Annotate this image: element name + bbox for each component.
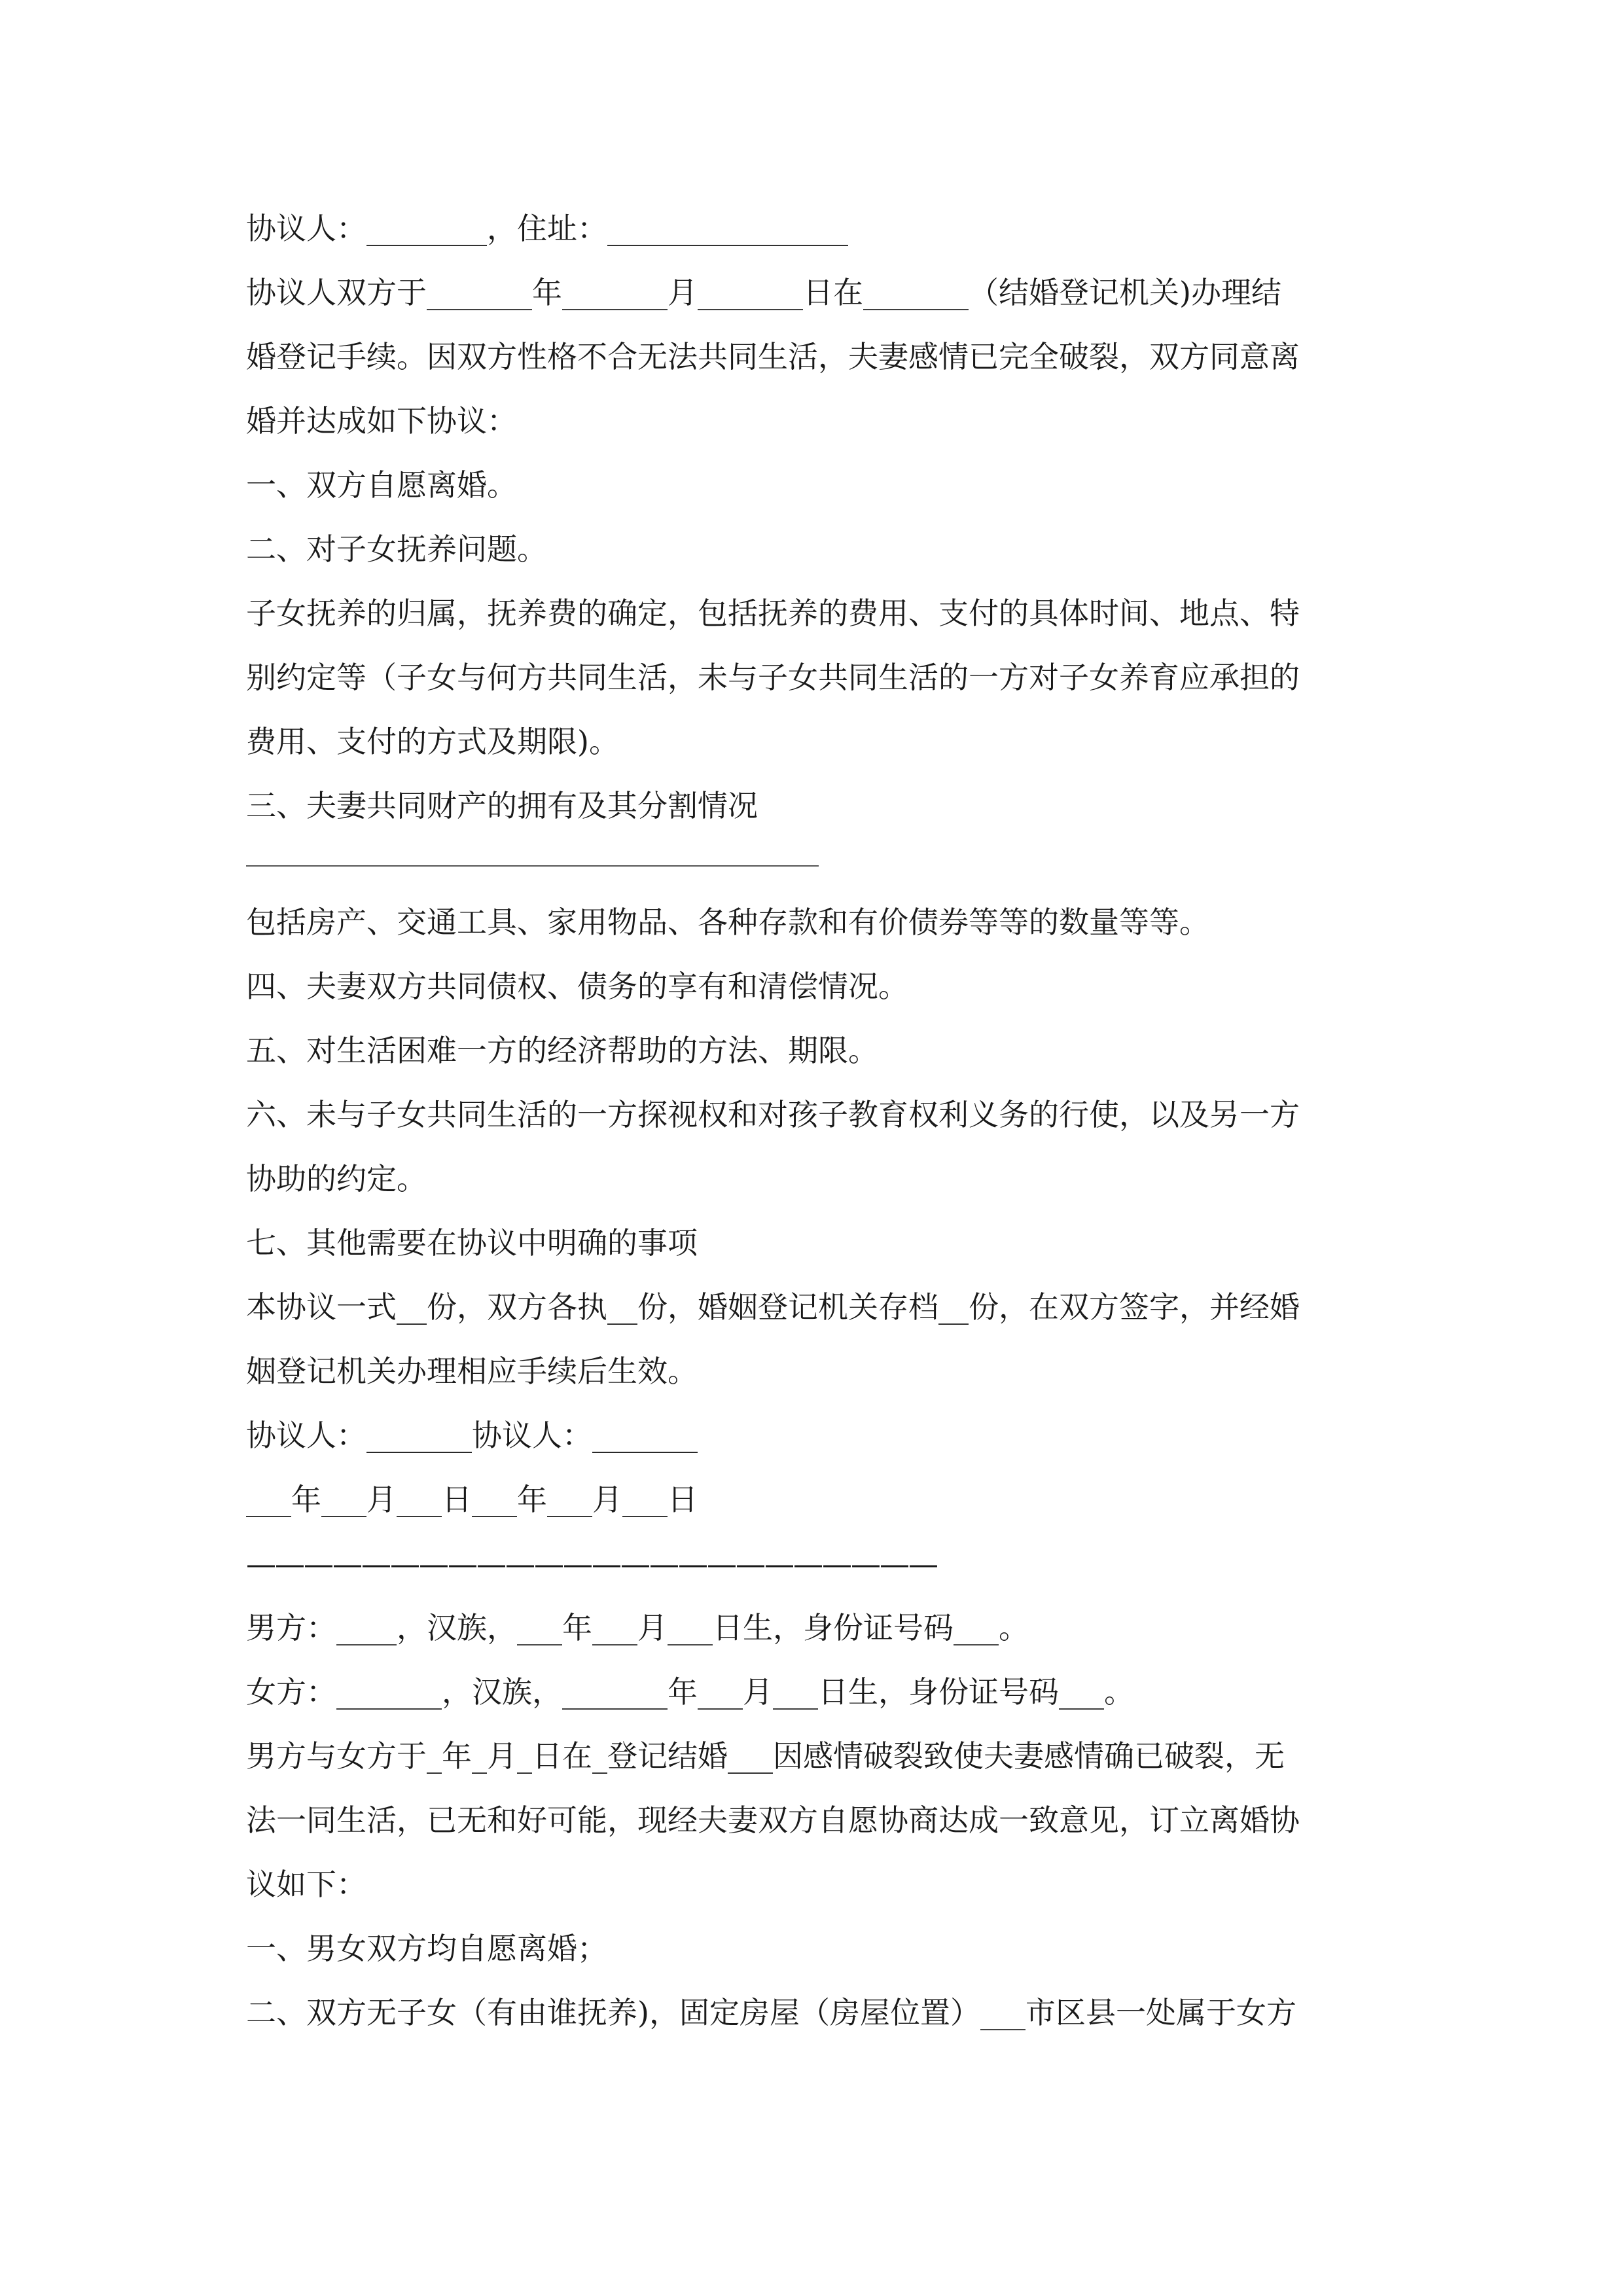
text-line: 本协议一式__份，双方各执__份，婚姻登记机关存档__份，在双方签字，并经婚 <box>246 1289 1300 1325</box>
separator-line: ———————————————————————— <box>246 1546 937 1581</box>
text-line: 别约定等（子女与何方共同生活，未与子女共同生活的一方对子女养育应承担的 <box>246 660 1300 695</box>
text-line: 协议人双方于_______年_______月_______日在_______（结婚登记机关)办理结 <box>246 275 1281 310</box>
text-line: 包括房产、交通工具、家用物品、各种存款和有价债券等等的数量等等。 <box>246 905 1209 940</box>
text-line: 七、其他需要在协议中明确的事项 <box>246 1225 698 1261</box>
text-line: 子女抚养的归属，抚养费的确定，包括抚养的费用、支付的具体时间、地点、特 <box>246 596 1300 631</box>
part-3 <box>246 1596 1378 2045</box>
text-line: 议如下： <box>246 1867 366 1902</box>
part-1 <box>246 196 1378 838</box>
text-line: 男方：____，汉族，___年___月___日生，身份证号码___。 <box>246 1610 1029 1645</box>
text-line: 五、对生活困难一方的经济帮助的方法、期限。 <box>246 1033 878 1068</box>
text-line: 费用、支付的方式及期限)。 <box>246 724 619 759</box>
text-line: 法一同生活，已无和好可能，现经夫妻双方自愿协商达成一致意见，订立离婚协 <box>246 1803 1300 1838</box>
blank-fill-line-container <box>246 838 1378 890</box>
text-line: 六、未与子女共同生活的一方探视权和对孩子教育权利义务的行使，以及另一方 <box>246 1097 1300 1132</box>
text-line: 协助的约定。 <box>246 1161 427 1196</box>
text-line: 婚并达成如下协议： <box>246 403 517 439</box>
text-line: 女方：_______，汉族，_______年___月___日生，身份证号码___。 <box>246 1674 1134 1710</box>
date-line: ___年___月___日___年___月___日 <box>246 1482 698 1517</box>
blank-fill-line <box>246 865 819 867</box>
text-line: 二、双方无子女（有由谁抚养)，固定房屋（房屋位置）___市区县一处属于女方 <box>246 1995 1296 2030</box>
text-line: 协议人：________，住址：________________ <box>246 211 848 246</box>
document-page <box>246 196 1378 2045</box>
text-line: 姻登记机关办理相应手续后生效。 <box>246 1354 698 1389</box>
part-2 <box>246 890 1378 1532</box>
text-line: 二、对子女抚养问题。 <box>246 531 547 567</box>
text-line: 一、双方自愿离婚。 <box>246 467 517 503</box>
signature-line: 协议人：_______协议人：_______ <box>246 1418 698 1453</box>
text-line: 四、夫妻双方共同债权、债务的享有和清偿情况。 <box>246 969 908 1004</box>
text-line: 三、夫妻共同财产的拥有及其分割情况 <box>246 788 758 823</box>
text-line: 婚登记手续。因双方性格不合无法共同生活，夫妻感情已完全破裂，双方同意离 <box>246 339 1300 374</box>
text-line: 男方与女方于_年_月_日在_登记结婚___因感情破裂致使夫妻感情确已破裂，无 <box>246 1738 1285 1774</box>
text-line: 一、男女双方均自愿离婚； <box>246 1931 607 1966</box>
